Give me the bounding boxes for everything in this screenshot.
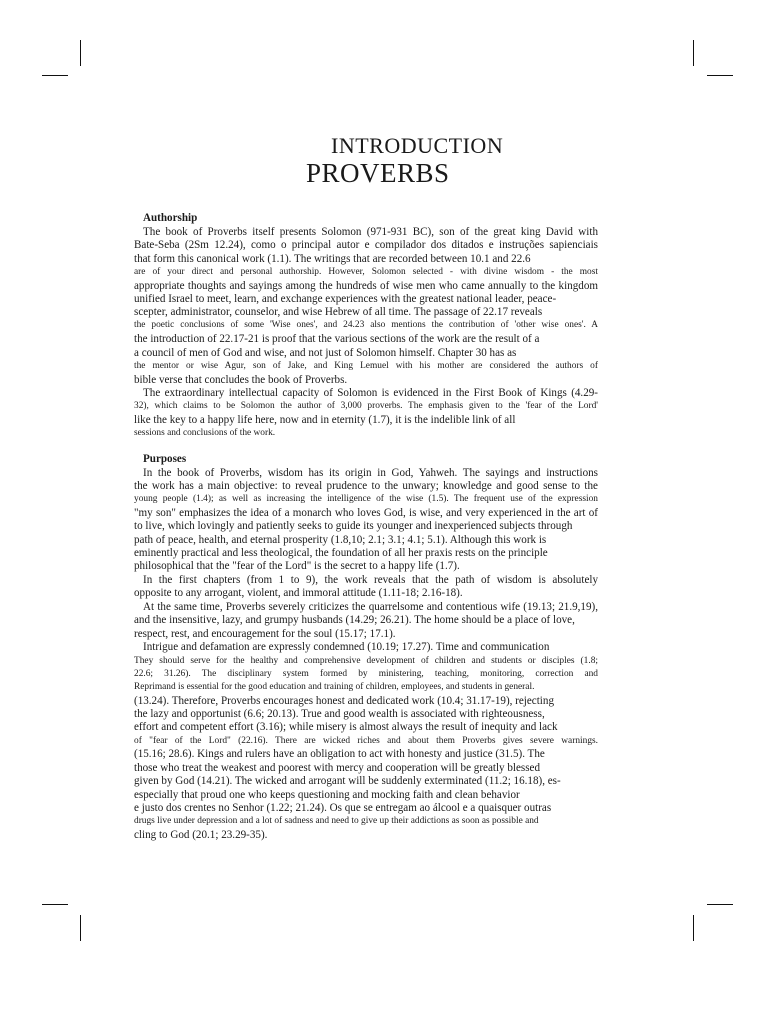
paragraph-line: scepter, administrator, counselor, and wise Hebrew of all time. The passage of 22.17 reveals xyxy=(134,306,543,318)
section-heading-purposes: Purposes xyxy=(143,453,187,465)
paragraph-line: respect, rest, and encouragement for the soul (15.17; 17.1). xyxy=(134,628,396,640)
paragraph-line: path of peace, health, and eternal prosperity (1.8,10; 2.1; 3.1; 4.1; 5.1). Although this work is xyxy=(134,534,547,546)
paragraph-line: 32), which claims to be Solomon the author of 3,000 proverbs. The emphasis given to the 'fear of the Lord' xyxy=(134,401,598,411)
paragraph-line: "my son" emphasizes the idea of a monarch who loves God, is wise, and very experienced in the art of xyxy=(134,507,598,519)
paragraph-line: (13.24). Therefore, Proverbs encourages honest and dedicated work (10.4; 31.17-19), rejecting xyxy=(134,695,554,707)
crop-mark xyxy=(80,40,81,66)
paragraph-line: are of your direct and personal authorship. However, Solomon selected - with divine wisdom - the most xyxy=(134,267,598,277)
crop-mark xyxy=(693,915,694,941)
section-heading-authorship: Authorship xyxy=(143,212,198,224)
paragraph-line: effort and competent effort (3.16); while misery is almost always the result of inequity and lack xyxy=(134,721,558,733)
paragraph-line: At the same time, Proverbs severely criticizes the quarrelsome and contentious wife (19.13; 21.9,19), xyxy=(143,601,598,613)
paragraph-line: 22.6; 31.26). The disciplinary system formed by ministering, teaching, monitoring, correction and xyxy=(134,669,598,679)
paragraph-line: a council of men of God and wise, and not just of Solomon himself. Chapter 30 has as xyxy=(134,347,517,359)
paragraph-line: In the book of Proverbs, wisdom has its origin in God, Yahweh. The sayings and instructions xyxy=(143,467,598,479)
paragraph-line: e justo dos crentes no Senhor (1.22; 21.24). Os que se entregam ao álcool e a quaisquer outras xyxy=(134,802,552,814)
paragraph-line: They should serve for the healthy and comprehensive development of children and students or disciples (1.8; xyxy=(134,656,598,666)
crop-mark xyxy=(42,904,68,905)
paragraph-line: unified Israel to meet, learn, and exchange experiences with the greatest national leader, peace- xyxy=(134,293,557,305)
page-subtitle: PROVERBS xyxy=(306,158,450,188)
paragraph-line: the work has a main objective: to reveal prudence to the unwary; knowledge and good sense to the xyxy=(134,480,598,492)
paragraph-line: drugs live under depression and a lot of sadness and need to give up their addictions as soon as possible and xyxy=(134,816,539,826)
paragraph-line: In the first chapters (from 1 to 9), the work reveals that the path of wisdom is absolutely xyxy=(143,574,598,586)
paragraph-line: Bate-Seba (2Sm 12.24), como o principal autor e compilador dos ditados e instruções sapienciais xyxy=(134,239,598,251)
paragraph-line: (15.16; 28.6). Kings and rulers have an obligation to act with honesty and justice (31.5). The xyxy=(134,748,545,760)
paragraph-line: those who treat the weakest and poorest with mercy and cooperation will be greatly blessed xyxy=(134,762,541,774)
paragraph-line: young people (1.4); as well as increasing the intelligence of the wise (1.5). The frequent use of the expression xyxy=(134,494,598,504)
paragraph-line: The book of Proverbs itself presents Solomon (971-931 BC), son of the great king David with xyxy=(143,226,598,238)
paragraph-line: Reprimand is essential for the good education and training of children, employees, and students in general. xyxy=(134,682,535,692)
paragraph-line: that form this canonical work (1.1). The writings that are recorded between 10.1 and 22.6 xyxy=(134,253,531,265)
paragraph-line: sessions and conclusions of the work. xyxy=(134,428,276,438)
paragraph-line: appropriate thoughts and sayings among the hundreds of wise men who came annually to the kingdom xyxy=(134,280,598,292)
paragraph-line: The extraordinary intellectual capacity of Solomon is evidenced in the First Book of Kings (4.29- xyxy=(143,387,598,399)
paragraph-line: bible verse that concludes the book of Proverbs. xyxy=(134,374,348,386)
paragraph-line: the poetic conclusions of some 'Wise ones', and 24.23 also mentions the contribution of 'other wise ones'. A xyxy=(134,320,598,330)
paragraph-line: the mentor or wise Agur, son of Jake, and King Lemuel with his mother are considered the authors of xyxy=(134,361,598,371)
paragraph-line: to live, which lovingly and patiently seeks to guide its younger and inexperienced subjects through xyxy=(134,520,573,532)
paragraph-line: cling to God (20.1; 23.29-35). xyxy=(134,829,268,841)
crop-mark xyxy=(80,915,81,941)
paragraph-line: especially that proud one who keeps questioning and mocking faith and clean behavior xyxy=(134,789,520,801)
paragraph-line: the lazy and opportunist (6.6; 20.13). True and good wealth is associated with righteousness, xyxy=(134,708,545,720)
paragraph-line: and the insensitive, lazy, and grumpy husbands (14.29; 26.21). The home should be a place of love, xyxy=(134,614,575,626)
paragraph-line: philosophical that the "fear of the Lord" is the secret to a happy life (1.7). xyxy=(134,560,460,572)
paragraph-line: Intrigue and defamation are expressly condemned (10.19; 17.27). Time and communication xyxy=(143,641,550,653)
crop-mark xyxy=(707,75,733,76)
crop-mark xyxy=(42,75,68,76)
crop-mark xyxy=(707,904,733,905)
crop-mark xyxy=(693,40,694,66)
paragraph-line: eminently practical and less theological, the foundation of all her praxis rests on the principle xyxy=(134,547,548,559)
paragraph-line: the introduction of 22.17-21 is proof that the various sections of the work are the result of a xyxy=(134,333,540,345)
paragraph-line: like the key to a happy life here, now and in eternity (1.7), it is the indelible link of all xyxy=(134,414,516,426)
paragraph-line: opposite to any arrogant, violent, and immoral attitude (1.11-18; 2.16-18). xyxy=(134,587,463,599)
paragraph-line: of "fear of the Lord" (22.16). There are wicked riches and about them Proverbs gives severe warnings. xyxy=(134,736,598,746)
page-title: INTRODUCTION xyxy=(331,133,504,158)
paragraph-line: given by God (14.21). The wicked and arrogant will be suddenly exterminated (11.2; 16.18), es- xyxy=(134,775,561,787)
